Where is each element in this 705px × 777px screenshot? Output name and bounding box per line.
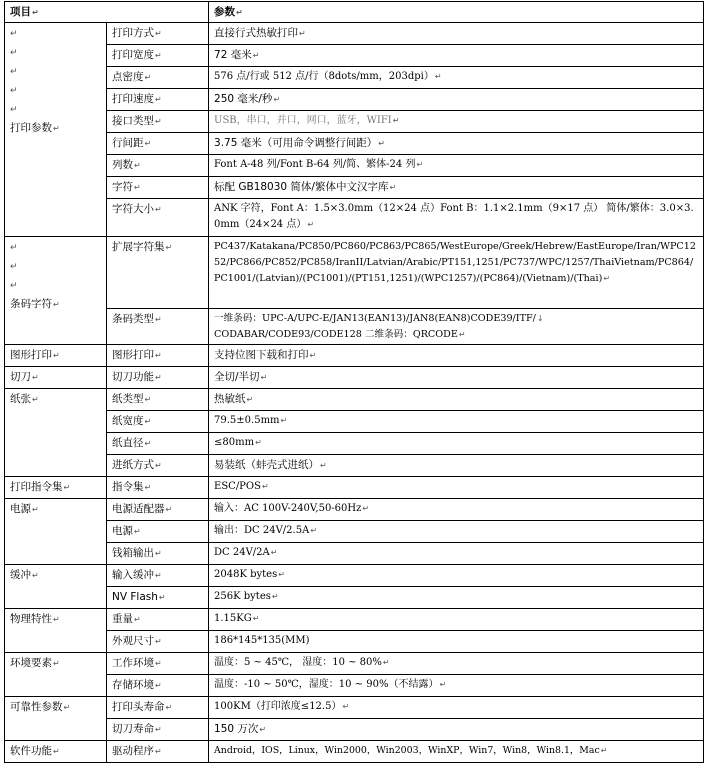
param-value: ANK 字符，Font A：1.5×3.0mm（12×24 点）Font B：1.1×2.1mm（9×17 点） 简体/繁体：3.0×3.0mm（24×24 点）↵	[209, 199, 704, 237]
param-value: 186*145*135(MM)	[209, 631, 704, 653]
param-value: ≤80mm↵	[209, 433, 704, 455]
param-name: 扩展字符集↵	[107, 237, 209, 309]
spec-body	[5, 2, 704, 763]
param-name: 字符大小↵	[107, 199, 209, 237]
param-value: 全切/半切↵	[209, 367, 704, 389]
table-row	[5, 631, 704, 653]
param-name: 电源适配器↵	[107, 499, 209, 521]
group-software-label: 软件功能↵	[5, 741, 107, 763]
param-value: 支持位图下载和打印↵	[209, 345, 704, 367]
param-value: 易装纸（蚌壳式进纸）↵	[209, 455, 704, 477]
table-row	[5, 741, 704, 763]
param-value: DC 24V/2A↵	[209, 543, 704, 565]
param-name: 点密度↵	[107, 67, 209, 89]
param-value: 150 万次↵	[209, 719, 704, 741]
param-value: 输出：DC 24V/2.5A↵	[209, 521, 704, 543]
param-name: 纸类型↵	[107, 389, 209, 411]
param-value: ESC/POS↵	[209, 477, 704, 499]
group-reliability-label: 可靠性参数↵	[5, 697, 107, 741]
param-value: 温度：-10 ~ 50℃，湿度：10 ~ 90%（不结露）↵	[209, 675, 704, 697]
param-value: 标配 GB18030 简体/繁体中文汉字库↵	[209, 177, 704, 199]
table-row	[5, 719, 704, 741]
group-paper-label: 纸张↵	[5, 389, 107, 477]
group-print-label: ↵ ↵ ↵ ↵ ↵ 打印参数↵	[5, 23, 107, 237]
table-row	[5, 587, 704, 609]
param-name: 指令集↵	[107, 477, 209, 499]
spec-table	[4, 1, 704, 763]
param-name: 进纸方式↵	[107, 455, 209, 477]
param-name: NV Flash↵	[107, 587, 209, 609]
table-row	[5, 433, 704, 455]
table-row	[5, 177, 704, 199]
blank-marks: ↵ ↵ ↵ ↵ ↵	[10, 29, 18, 115]
param-name: 条码类型↵	[107, 309, 209, 345]
param-name: 打印头寿命↵	[107, 697, 209, 719]
param-value: 1.15KG↵	[209, 609, 704, 631]
table-row	[5, 237, 704, 309]
param-value: 直接行式热敏打印↵	[209, 23, 704, 45]
param-name: 纸直径↵	[107, 433, 209, 455]
param-value: 温度：5 ~ 45℃， 湿度：10 ~ 80%↵	[209, 653, 704, 675]
param-value: 72 毫米↵	[209, 45, 704, 67]
table-row	[5, 653, 704, 675]
table-row	[5, 367, 704, 389]
param-value: PC437/Katakana/PC850/PC860/PC863/PC865/WestEurope/Greek/Hebrew/EastEurope/Iran/WPC1252/PC866/PC852/PC858/IranII/Latvian/Arabic/PT151,1251/PC737/WPC/1257/ThaiVietnam/PC864/PC1001/(Latvian)/(PC1001)/(PT151,1251)/(WPC1257)/(PC864)/(Vietnam)/(Thai)↵	[209, 237, 704, 309]
param-name: 接口类型↵	[107, 111, 209, 133]
param-name: 切刀功能↵	[107, 367, 209, 389]
param-value: 3.75 毫米（可用命令调整行间距）↵	[209, 133, 704, 155]
param-name: 切刀寿命↵	[107, 719, 209, 741]
table-row	[5, 697, 704, 719]
param-name: 打印速度↵	[107, 89, 209, 111]
table-row	[5, 675, 704, 697]
group-graphic-label: 图形打印↵	[5, 345, 107, 367]
param-value: 79.5±0.5mm↵	[209, 411, 704, 433]
table-row	[5, 133, 704, 155]
param-name: 纸宽度↵	[107, 411, 209, 433]
table-row	[5, 345, 704, 367]
table-row	[5, 155, 704, 177]
param-name: 重量↵	[107, 609, 209, 631]
group-buffer-label: 缓冲↵	[5, 565, 107, 609]
header-param: 参数↵	[209, 2, 704, 23]
table-row	[5, 23, 704, 45]
param-value: 输入：AC 100V-240V,50-60Hz↵	[209, 499, 704, 521]
table-row	[5, 199, 704, 237]
group-cutter-label: 切刀↵	[5, 367, 107, 389]
param-value: 2048K bytes↵	[209, 565, 704, 587]
param-value: 一维条码：UPC-A/UPC-E/JAN13(EAN13)/JAN8(EAN8)CODE39/ITF/↓ CODABAR/CODE93/CODE128 二维条码：QRCODE↵	[209, 309, 704, 345]
param-name: 工作环境↵	[107, 653, 209, 675]
param-name: 列数↵	[107, 155, 209, 177]
param-value: Font A-48 列/Font B-64 列/简、繁体-24 列↵	[209, 155, 704, 177]
param-value: 热敏纸↵	[209, 389, 704, 411]
param-name: 输入缓冲↵	[107, 565, 209, 587]
param-name: 驱动程序↵	[107, 741, 209, 763]
group-command-label: 打印指令集↵	[5, 477, 107, 499]
param-name: 外观尺寸↵	[107, 631, 209, 653]
param-name: 打印方式↵	[107, 23, 209, 45]
param-name: 存储环境↵	[107, 675, 209, 697]
param-name: 钱箱输出↵	[107, 543, 209, 565]
table-row	[5, 45, 704, 67]
table-row	[5, 455, 704, 477]
blank-marks: ↵ ↵ ↵	[10, 243, 18, 291]
table-row	[5, 521, 704, 543]
header-row	[5, 2, 704, 23]
table-row	[5, 67, 704, 89]
table-row	[5, 609, 704, 631]
table-row	[5, 477, 704, 499]
table-row	[5, 111, 704, 133]
table-row	[5, 543, 704, 565]
group-barcode-label: ↵ ↵ ↵ 条码字符↵	[5, 237, 107, 345]
param-name: 电源↵	[107, 521, 209, 543]
table-row	[5, 309, 704, 345]
group-physical-label: 物理特性↵	[5, 609, 107, 653]
table-row	[5, 411, 704, 433]
param-value: 100KM（打印浓度≤12.5）↵	[209, 697, 704, 719]
group-power-label: 电源↵	[5, 499, 107, 565]
table-row	[5, 499, 704, 521]
table-row	[5, 565, 704, 587]
header-item: 项目↵	[5, 2, 209, 23]
param-name: 行间距↵	[107, 133, 209, 155]
param-value: USB，串口，并口，网口，蓝牙，WIFI↵	[209, 111, 704, 133]
param-name: 字符↵	[107, 177, 209, 199]
param-value: 576 点/行或 512 点/行（8dots/mm，203dpi）↵	[209, 67, 704, 89]
table-row	[5, 89, 704, 111]
param-name: 打印宽度↵	[107, 45, 209, 67]
param-value: Android，IOS，Linux，Win2000，Win2003，WinXP，Win7，Win8，Win8.1，Mac↵	[209, 741, 704, 763]
group-environment-label: 环境要素↵	[5, 653, 107, 697]
param-value: 256K bytes↵	[209, 587, 704, 609]
param-name: 图形打印↵	[107, 345, 209, 367]
param-value: 250 毫米/秒↵	[209, 89, 704, 111]
table-row	[5, 389, 704, 411]
